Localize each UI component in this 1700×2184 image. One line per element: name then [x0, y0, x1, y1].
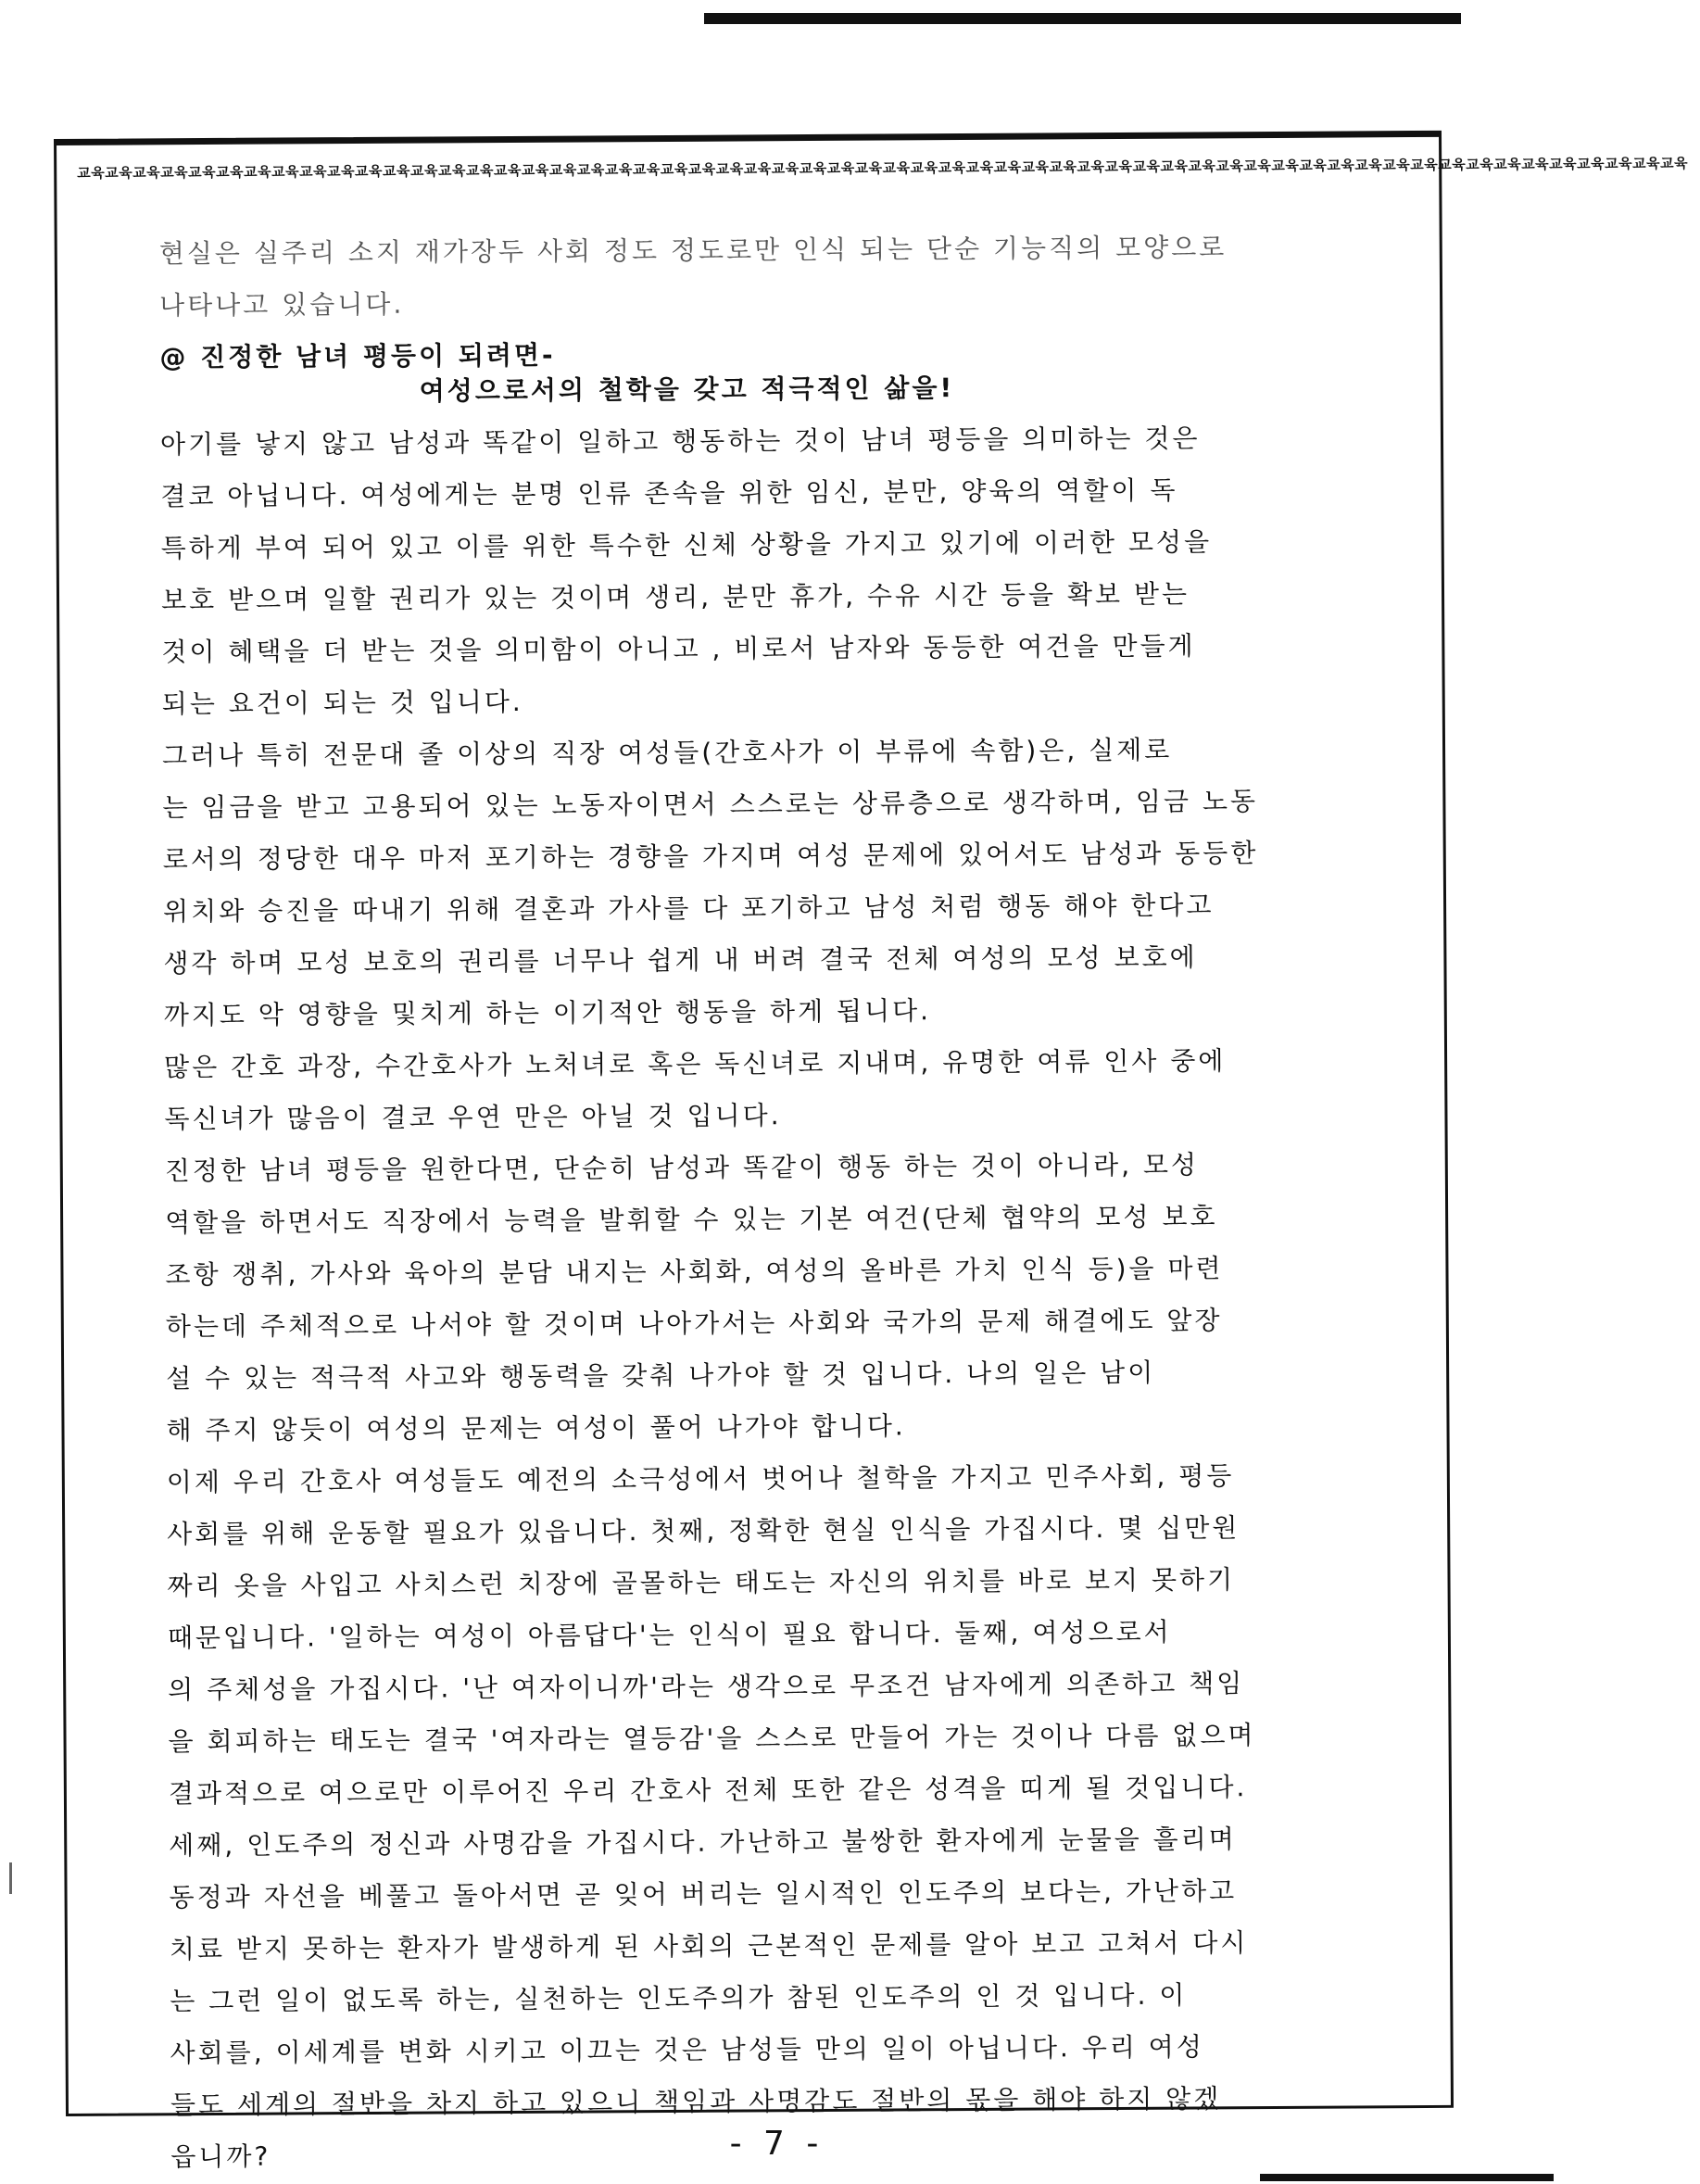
- page-frame: [54, 131, 1689, 2173]
- text-line: 아기를 낳지 않고 남성과 똑같이 일하고 행동하는 것이 남녀 평등을 의미하는 것은: [159, 423, 1201, 461]
- text-line: 사회를, 이세계를 변화 시키고 이끄는 것은 남성들 만의 일이 아닙니다. 우리 여성: [170, 2031, 1204, 2069]
- page-number: - 7 -: [729, 2125, 825, 2163]
- text-line: 로서의 정당한 대우 마저 포기하는 경향을 가지며 여성 문제에 있어서도 남성과 동등한: [162, 838, 1259, 876]
- text-line: 는 임금을 받고 고용되어 있는 노동자이면서 스스로는 상류층으로 생각하며, 임금 노동: [162, 786, 1259, 824]
- text-line: 의 주체성을 가집시다. '난 여자이니까'라는 생각으로 무조건 남자에게 의존하고 책임: [168, 1668, 1245, 1706]
- text-line: 결코 아닙니다. 여성에게는 분명 인류 존속을 위한 임신, 분만, 양육의 역할이 독: [160, 474, 1178, 512]
- text-line: 까지도 악 영향을 및치게 하는 이기적안 행동을 하게 됩니다.: [163, 995, 932, 1031]
- text-line: 독신녀가 많음이 결코 우연 만은 아닐 것 입니다.: [164, 1100, 782, 1135]
- text-line: 특하게 부여 되어 있고 이를 위한 특수한 신체 상황을 가지고 있기에 이러한 모성을: [160, 526, 1213, 564]
- text-line: 역할을 하면서도 직장에서 능력을 발휘할 수 있는 기본 여건(단체 협약의 모성 보호: [165, 1201, 1218, 1239]
- banner-strip: 교육교육교육교육교육교육교육교육교육교육교육교육교육교육교육교육교육교육교육교육교육교육교육교육교육교육교육교육교육교육교육교육교육교육교육교육교육교육교육교육교육교육교육교육교육교육교육교육교육교육교육교육교육교육교육교육교육교육: [77, 155, 1689, 182]
- text-line: 되는 요건이 되는 것 입니다.: [161, 686, 523, 720]
- text-line: 읍니까?: [170, 2140, 271, 2173]
- margin-mark: [9, 1862, 12, 1894]
- section-subheading: 여성으로서의 철학을 갖고 적극적인 삶을!: [419, 372, 955, 407]
- text-line: 많은 간호 과장, 수간호사가 노처녀로 혹은 독신녀로 지내며, 유명한 여류 인사 중에: [164, 1045, 1227, 1083]
- text-line: 동정과 자선을 베풀고 돌아서면 곧 잊어 버리는 일시적인 인도주의 보다는, 가난하고: [169, 1875, 1238, 1913]
- text-line: 보호 받으며 일할 권리가 있는 것이며 생리, 분만 휴가, 수유 시간 등을 확보 받는: [160, 578, 1190, 616]
- text-line: 나타나고 있습니다.: [158, 288, 405, 322]
- text-line: 조항 쟁취, 가사와 육아의 분담 내지는 사회화, 여성의 올바른 가치 인식 등)을 마련: [165, 1253, 1224, 1291]
- text-line: 설 수 있는 적극적 사고와 행동력을 갖춰 나가야 할 것 입니다. 나의 일은 남이: [166, 1357, 1156, 1395]
- section-heading: @ 진정한 남녀 평등이 되려면-: [159, 339, 556, 373]
- text-line: 위치와 승진을 따내기 위해 결혼과 가사를 다 포기하고 남성 처럼 행동 해야 한다고: [162, 890, 1215, 928]
- text-line: 사회를 위해 운동할 필요가 있읍니다. 첫째, 정확한 현실 인식을 가집시다. 몇 십만원: [167, 1512, 1240, 1550]
- text-line: 해 주지 않듯이 여성의 문제는 여성이 풀어 나가야 합니다.: [166, 1410, 906, 1446]
- text-line: 을 회피하는 태도는 결국 '여자라는 열등감'을 스스로 만들어 가는 것이나 다름 없으며: [168, 1720, 1256, 1758]
- bottom-rule: [1260, 2174, 1554, 2181]
- body-text: [159, 221, 1366, 2183]
- text-line: 하는데 주체적으로 나서야 할 것이며 나아가서는 사회와 국가의 문제 해결에도 앞장: [165, 1305, 1223, 1343]
- text-line: 것이 혜택을 더 받는 것을 의미함이 아니고 , 비로서 남자와 동등한 여건을 만들게: [161, 630, 1196, 668]
- text-line: 그러나 특히 전문대 졸 이상의 직장 여성들(간호사가 이 부류에 속함)은, 실제로: [161, 734, 1173, 772]
- text-line: 결과적으로 여으로만 이루어진 우리 간호사 전체 또한 같은 성격을 띠게 될 것입니다.: [168, 1772, 1248, 1810]
- text-line: 생각 하며 모성 보호의 권리를 너무나 쉽게 내 버려 결국 전체 여성의 모성 보호에: [163, 941, 1198, 979]
- text-line: 치료 받지 못하는 환자가 발생하게 된 사회의 근본적인 문제를 알아 보고 고쳐서 다시: [169, 1927, 1249, 1965]
- text-line: 진정한 남녀 평등을 원한다면, 단순히 남성과 똑같이 행동 하는 것이 아니라, 모성: [164, 1149, 1200, 1187]
- text-line: 현실은 실주리 소지 재가장두 사회 정도 정도로만 인식 되는 단순 기능직의 모양으로: [158, 232, 1228, 270]
- text-line: 짜리 옷을 사입고 사치스런 치장에 골몰하는 태도는 자신의 위치를 바로 보지 못하기: [167, 1564, 1236, 1602]
- text-line: 때문입니다. '일하는 여성이 아름답다'는 인식이 필요 합니다. 둘째, 여성으로서: [167, 1616, 1172, 1654]
- top-rule: [704, 13, 1461, 24]
- text-line: 는 그런 일이 없도록 하는, 실천하는 인도주의가 참된 인도주의 인 것 입니다. 이: [170, 1979, 1188, 2017]
- text-line: 들도 세계의 절반을 차지 하고 있으니 책임과 사명감도 절반의 몫을 해야 하지 않겠: [170, 2083, 1222, 2121]
- text-line: 세째, 인도주의 정신과 사명감을 가집시다. 가난하고 불쌍한 환자에게 눈물을 흘리며: [169, 1824, 1237, 1862]
- text-line: 이제 우리 간호사 여성들도 예전의 소극성에서 벗어나 철학을 가지고 민주사회, 평등: [166, 1460, 1235, 1498]
